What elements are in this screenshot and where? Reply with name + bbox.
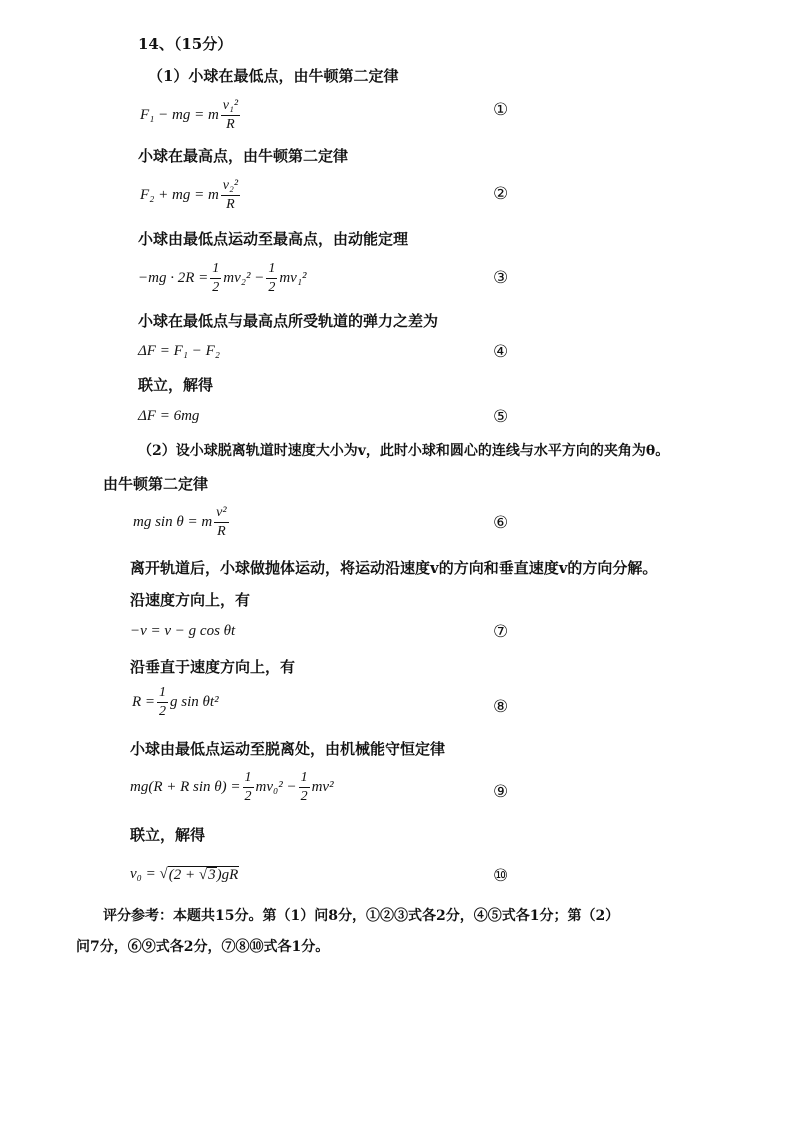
eq1-lhs: F₁ − mg = m — [140, 107, 219, 123]
eq9-fraction-a — [243, 770, 254, 805]
eq3-fraction-a — [210, 261, 221, 296]
part1-text2: 小球在最高点，由牛顿第二定律 — [138, 147, 349, 165]
eq5-expr: ΔF = 6mg — [138, 408, 200, 424]
eq3-lhs: −mg · 2R = — [138, 270, 209, 286]
eq2-fraction — [221, 178, 240, 213]
eq3-b-denominator: 2 — [268, 280, 276, 295]
equation-10-number: ⑩ — [493, 866, 509, 886]
eq6-numerator: v² — [214, 505, 228, 523]
eq10-radicand-close: )gR — [216, 867, 239, 883]
eq8-rhs: g sin θt² — [170, 694, 219, 710]
eq8-denominator: 2 — [159, 704, 167, 719]
equation-2 — [140, 178, 242, 213]
equation-1 — [140, 98, 242, 133]
eq8-numerator: 1 — [157, 685, 168, 703]
eq8-lhs: R = — [132, 694, 156, 710]
part2-intro: （2）设小球脱离轨道时速度大小为v，此时小球和圆心的连线与水平方向的夹角为θ。 — [138, 443, 670, 459]
eq9-term-a: mv₀² − — [255, 779, 297, 795]
equation-3 — [138, 261, 307, 296]
equation-3-number: ③ — [493, 268, 509, 288]
eq10-lhs: v₀ = √ — [130, 866, 168, 882]
equation-9 — [130, 770, 334, 805]
eq8-fraction — [157, 685, 168, 720]
equation-6-number: ⑥ — [493, 513, 509, 533]
eq3-fraction-b — [266, 261, 277, 296]
part2-text5: 小球由最低点运动至脱离处，由机械能守恒定律 — [130, 740, 446, 758]
eq10-radicand-open: (2 + — [168, 867, 199, 883]
eq9-fraction-b — [299, 770, 310, 805]
equation-4-number: ④ — [493, 342, 509, 362]
equation-8-number: ⑧ — [493, 697, 509, 717]
part1-intro: （1）小球在最低点，由牛顿第二定律 — [148, 67, 399, 85]
part1-text3: 小球由最低点运动至最高点，由动能定理 — [138, 230, 409, 248]
scoring-line-1: 评分参考：本题共15分。第（1）问8分，①②③式各2分，④⑤式各1分；第（2） — [103, 908, 620, 924]
eq1-denominator: R — [226, 117, 235, 132]
eq3-b-numerator: 1 — [266, 261, 277, 279]
part2-text3: 沿速度方向上，有 — [130, 591, 251, 609]
part1-text5: 联立，解得 — [138, 376, 214, 394]
equation-10 — [130, 866, 239, 883]
equation-4 — [138, 344, 220, 359]
part2-text6: 联立，解得 — [130, 826, 206, 844]
equation-7-number: ⑦ — [493, 622, 509, 642]
part2-text1: 由牛顿第二定律 — [103, 475, 209, 493]
eq9-b-numerator: 1 — [299, 770, 310, 788]
equation-5 — [138, 409, 199, 424]
equation-9-number: ⑨ — [493, 782, 509, 802]
equation-7 — [130, 624, 235, 639]
eq10-inner-radicand: 3 — [208, 867, 216, 883]
eq2-denominator: R — [226, 197, 235, 212]
eq6-lhs: mg sin θ = m — [133, 514, 213, 530]
eq9-a-numerator: 1 — [243, 770, 254, 788]
eq1-numerator: v₁² — [221, 98, 240, 116]
equation-1-number: ① — [493, 100, 509, 120]
equation-5-number: ⑤ — [493, 407, 509, 427]
eq3-term-b: mv₁² — [279, 270, 307, 286]
eq3-term-a: mv₂² − — [223, 270, 265, 286]
eq4-expr: ΔF = F₁ − F₂ — [138, 343, 220, 359]
eq6-fraction — [214, 505, 228, 540]
eq9-a-denominator: 2 — [244, 789, 252, 804]
eq6-denominator: R — [217, 524, 226, 539]
equation-6 — [133, 505, 231, 540]
eq1-fraction — [221, 98, 240, 133]
eq9-b-denominator: 2 — [300, 789, 308, 804]
equation-8 — [132, 685, 219, 720]
eq3-a-denominator: 2 — [212, 280, 220, 295]
eq2-numerator: v₂² — [221, 178, 240, 196]
eq10-inner-sqrt-sign: √ — [198, 867, 208, 883]
eq3-a-numerator: 1 — [210, 261, 221, 279]
scoring-line-2: 问7分，⑥⑨式各2分，⑦⑧⑩式各1分。 — [76, 939, 330, 955]
eq9-term-b: mv² — [311, 779, 334, 795]
eq7-expr: −v = v − g cos θt — [130, 623, 236, 639]
part1-text4: 小球在最低点与最高点所受轨道的弹力之差为 — [138, 312, 439, 330]
question-header: 14、（15分） — [138, 35, 233, 53]
equation-2-number: ② — [493, 184, 509, 204]
part2-text4: 沿垂直于速度方向上，有 — [130, 658, 296, 676]
eq9-lhs: mg(R + R sin θ) = — [130, 779, 241, 795]
eq2-lhs: F₂ + mg = m — [140, 187, 219, 203]
part2-text2: 离开轨道后，小球做抛体运动，将运动沿速度v的方向和垂直速度v的方向分解。 — [130, 559, 658, 577]
eq10-radicand — [168, 866, 240, 883]
